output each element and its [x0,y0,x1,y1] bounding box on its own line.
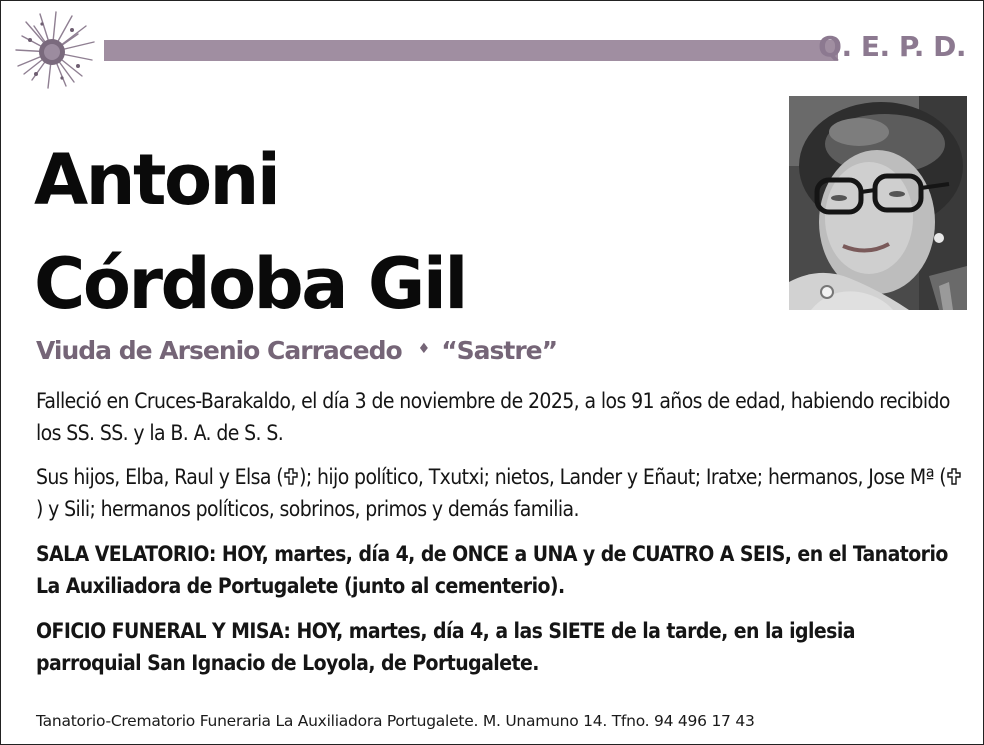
first-name: Antoni [34,139,279,221]
portrait-photo [789,96,967,310]
family-text-1: Sus hijos, Elba, Raul y Elsa ( [36,465,284,489]
wake-notice: SALA VELATORIO: HOY, martes, día 4, de ONCE a UNA y de CUATRO A SEIS, en el Tanatorio La Auxiliadora de Portugalete (junto al cementerio). [36,542,948,598]
cross-icon [946,467,962,486]
death-notice: Falleció en Cruces-Barakaldo, el día 3 de noviembre de 2025, a los 91 años de edad, habiendo recibido los SS. SS. y la B. A. de S. S. [36,389,950,445]
deceased-name [34,128,466,336]
family-paragraph [36,461,966,525]
subtitle [36,336,557,365]
nickname-text: “Sastre” [441,336,558,365]
cross-icon [283,467,299,486]
qepd-heading: Q. E. P. D. [818,30,966,63]
thistle-flower-icon [12,10,98,90]
family-text-2: ); hijo político, Txutxi; nietos, Lander y Eñaut; Iratxe; hermanos, Jose Mª ( [299,465,947,489]
widow-of-text: Viuda de Arsenio Carracedo [36,336,402,365]
diamond-separator-icon: ♦ [417,341,430,357]
surnames: Córdoba Gil [34,243,466,325]
header-bar [104,40,838,61]
funeral-home-footer: Tanatorio-Crematorio Funeraria La Auxiliadora Portugalete. M. Unamuno 14. Tfno. 94 496 17 43 [36,712,755,730]
family-text-3: ) y Sili; hermanos políticos, sobrinos, primos y demás familia. [36,497,579,521]
funeral-notice: OFICIO FUNERAL Y MISA: HOY, martes, día 4, a las SIETE de la tarde, en la iglesia parroquial San Ignacio de Loyola, de Portugalete. [36,619,855,675]
